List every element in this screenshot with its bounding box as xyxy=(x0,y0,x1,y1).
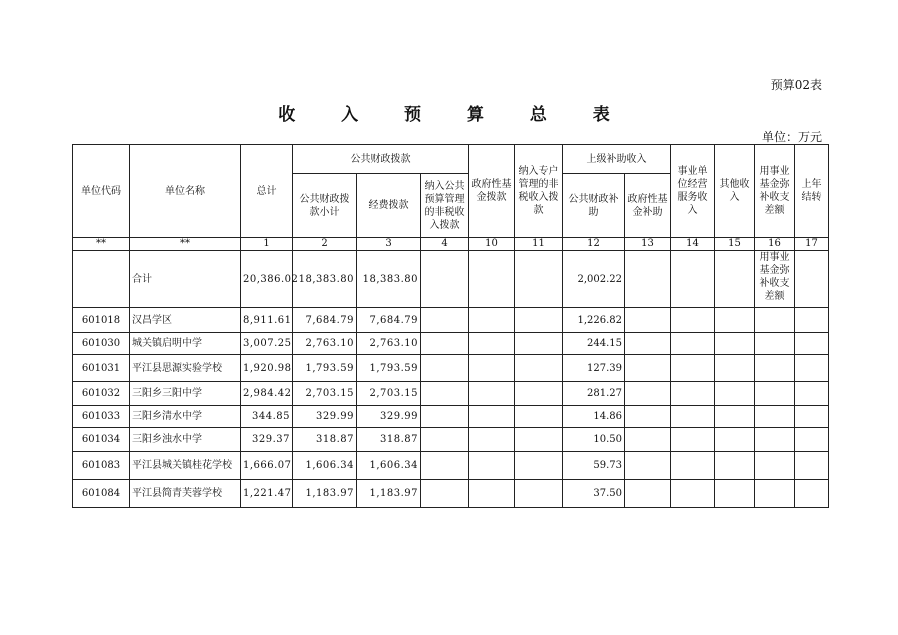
row-name: 三阳乡清水中学 xyxy=(130,406,241,428)
page-title: 收 入 预 算 总 表 xyxy=(278,105,630,125)
total-label: 合计 xyxy=(130,251,241,308)
row-empty-cell xyxy=(671,428,715,452)
row-empty-cell xyxy=(671,382,715,406)
row-empty-cell xyxy=(755,333,795,355)
row-name: 三阳乡浊水中学 xyxy=(130,428,241,452)
row-superior: 1,226.82 xyxy=(563,308,625,333)
row-subtotal: 318.87 xyxy=(293,428,357,452)
row-subtotal: 7,684.79 xyxy=(293,308,357,333)
row-code: 601083 xyxy=(73,452,130,480)
row-empty-cell xyxy=(421,452,469,480)
total-subtotal: 18,383.80 xyxy=(293,251,357,308)
row-empty-cell xyxy=(625,355,671,382)
row-total: 1,666.07 xyxy=(241,452,293,480)
header-unit-name: 单位名称 xyxy=(130,145,241,238)
total-total: 20,386.02 xyxy=(241,251,293,308)
row-empty-cell xyxy=(515,428,563,452)
row-empty-cell xyxy=(515,355,563,382)
index-cell: 13 xyxy=(625,238,671,251)
row-empty-cell xyxy=(755,308,795,333)
row-empty-cell xyxy=(515,308,563,333)
index-cell: ** xyxy=(130,238,241,251)
row-subtotal: 1,183.97 xyxy=(293,480,357,508)
header-other-income: 其他收入 xyxy=(715,145,755,238)
row-empty-cell xyxy=(715,355,755,382)
row-empty-cell xyxy=(795,480,829,508)
row-empty-cell xyxy=(625,382,671,406)
row-subtotal: 1,606.34 xyxy=(293,452,357,480)
row-empty-cell xyxy=(671,355,715,382)
header-gov-fund: 政府性基金拨款 xyxy=(469,145,515,238)
total-funding: 18,383.80 xyxy=(357,251,421,308)
row-empty-cell xyxy=(421,480,469,508)
row-code: 601030 xyxy=(73,333,130,355)
table-row xyxy=(73,406,829,428)
row-empty-cell xyxy=(715,308,755,333)
index-cell: 4 xyxy=(421,238,469,251)
row-empty-cell xyxy=(469,406,515,428)
header-public-finance-group: 公共财政拨款 xyxy=(293,145,469,174)
header-superior-subsidy-group: 上级补助收入 xyxy=(563,145,671,174)
row-empty-cell xyxy=(795,452,829,480)
row-empty-cell xyxy=(515,406,563,428)
row-total: 329.37 xyxy=(241,428,293,452)
row-empty-cell xyxy=(469,355,515,382)
table-row xyxy=(73,480,829,508)
row-empty-cell xyxy=(469,308,515,333)
row-empty-cell xyxy=(795,308,829,333)
index-cell: 3 xyxy=(357,238,421,251)
row-code: 601033 xyxy=(73,406,130,428)
row-subtotal: 2,763.10 xyxy=(293,333,357,355)
table-row xyxy=(73,355,829,382)
index-cell: 17 xyxy=(795,238,829,251)
row-empty-cell xyxy=(795,382,829,406)
header-special-account-nontax: 纳入专户管理的非税收入拨款 xyxy=(515,145,563,238)
row-empty-cell xyxy=(755,480,795,508)
row-empty-cell xyxy=(625,406,671,428)
table-row xyxy=(73,333,829,355)
row-funding: 7,684.79 xyxy=(357,308,421,333)
header-business-income: 事业单位经营服务收入 xyxy=(671,145,715,238)
row-funding: 1,793.59 xyxy=(357,355,421,382)
index-cell: 11 xyxy=(515,238,563,251)
total-special-account xyxy=(515,251,563,308)
row-empty-cell xyxy=(715,480,755,508)
header-unit-code: 单位代码 xyxy=(73,145,130,238)
row-name: 平江县简青芙蓉学校 xyxy=(130,480,241,508)
header-superior-public-finance: 公共财政补助 xyxy=(563,174,625,238)
index-cell: 14 xyxy=(671,238,715,251)
row-name: 平江县城关镇桂花学校 xyxy=(130,452,241,480)
row-empty-cell xyxy=(755,452,795,480)
row-total: 2,984.42 xyxy=(241,382,293,406)
row-empty-cell xyxy=(795,406,829,428)
row-name: 三阳乡三阳中学 xyxy=(130,382,241,406)
row-total: 1,920.98 xyxy=(241,355,293,382)
header-reserve-fund: 用事业基金弥补收支差额 xyxy=(755,145,795,238)
row-empty-cell xyxy=(795,428,829,452)
row-superior: 127.39 xyxy=(563,355,625,382)
row-empty-cell xyxy=(515,480,563,508)
row-empty-cell xyxy=(469,428,515,452)
budget-table xyxy=(72,144,829,508)
row-superior: 14.86 xyxy=(563,406,625,428)
row-empty-cell xyxy=(625,308,671,333)
row-code: 601018 xyxy=(73,308,130,333)
index-cell: 10 xyxy=(469,238,515,251)
row-name: 汉昌学区 xyxy=(130,308,241,333)
row-empty-cell xyxy=(755,382,795,406)
total-other-income xyxy=(715,251,755,308)
row-empty-cell xyxy=(469,333,515,355)
row-superior: 281.27 xyxy=(563,382,625,406)
form-number: 预算02表 xyxy=(770,78,822,92)
row-empty-cell xyxy=(671,480,715,508)
row-empty-cell xyxy=(421,333,469,355)
row-empty-cell xyxy=(671,333,715,355)
row-funding: 2,763.10 xyxy=(357,333,421,355)
table-row xyxy=(73,428,829,452)
row-empty-cell xyxy=(625,333,671,355)
row-funding: 1,606.34 xyxy=(357,452,421,480)
row-empty-cell xyxy=(715,428,755,452)
row-empty-cell xyxy=(795,355,829,382)
index-row xyxy=(73,238,829,251)
index-cell: 16 xyxy=(755,238,795,251)
row-empty-cell xyxy=(795,333,829,355)
index-cell: 2 xyxy=(293,238,357,251)
row-code: 601084 xyxy=(73,480,130,508)
row-total: 8,911.61 xyxy=(241,308,293,333)
unit-label: 单位：万元 xyxy=(761,130,822,144)
header-total: 总计 xyxy=(241,145,293,238)
total-gov-fund xyxy=(469,251,515,308)
row-empty-cell xyxy=(671,406,715,428)
row-empty-cell xyxy=(421,355,469,382)
row-empty-cell xyxy=(515,452,563,480)
row-name: 平江县思源实验学校 xyxy=(130,355,241,382)
total-reserve-note: 用事业基金弥补收支差额 xyxy=(755,251,795,308)
row-empty-cell xyxy=(715,452,755,480)
row-empty-cell xyxy=(755,428,795,452)
row-empty-cell xyxy=(469,480,515,508)
row-empty-cell xyxy=(625,480,671,508)
row-subtotal: 1,793.59 xyxy=(293,355,357,382)
row-empty-cell xyxy=(715,382,755,406)
row-empty-cell xyxy=(625,428,671,452)
row-empty-cell xyxy=(421,406,469,428)
table-row xyxy=(73,452,829,480)
total-code-cell xyxy=(73,251,130,308)
total-business-income xyxy=(671,251,715,308)
index-cell: 1 xyxy=(241,238,293,251)
row-empty-cell xyxy=(671,308,715,333)
total-nontax xyxy=(421,251,469,308)
row-total: 344.85 xyxy=(241,406,293,428)
total-row xyxy=(73,251,829,308)
table-row xyxy=(73,382,829,406)
header-nontax-included: 纳入公共预算管理的非税收入拨款 xyxy=(421,174,469,238)
row-superior: 10.50 xyxy=(563,428,625,452)
total-superior-public-finance: 2,002.22 xyxy=(563,251,625,308)
row-empty-cell xyxy=(625,452,671,480)
row-superior: 59.73 xyxy=(563,452,625,480)
row-subtotal: 329.99 xyxy=(293,406,357,428)
header-funding: 经费拨款 xyxy=(357,174,421,238)
row-empty-cell xyxy=(469,452,515,480)
row-empty-cell xyxy=(715,406,755,428)
row-total: 3,007.25 xyxy=(241,333,293,355)
index-cell: 15 xyxy=(715,238,755,251)
row-code: 601034 xyxy=(73,428,130,452)
total-carryover xyxy=(795,251,829,308)
header-public-finance-subtotal: 公共财政拨款小计 xyxy=(293,174,357,238)
row-name: 城关镇启明中学 xyxy=(130,333,241,355)
row-empty-cell xyxy=(671,452,715,480)
header-superior-gov-fund: 政府性基金补助 xyxy=(625,174,671,238)
row-subtotal: 2,703.15 xyxy=(293,382,357,406)
row-empty-cell xyxy=(515,333,563,355)
row-empty-cell xyxy=(421,308,469,333)
index-cell: ** xyxy=(73,238,130,251)
row-empty-cell xyxy=(421,428,469,452)
row-empty-cell xyxy=(715,333,755,355)
row-empty-cell xyxy=(755,355,795,382)
row-code: 601031 xyxy=(73,355,130,382)
row-funding: 2,703.15 xyxy=(357,382,421,406)
index-cell: 12 xyxy=(563,238,625,251)
row-empty-cell xyxy=(469,382,515,406)
row-superior: 244.15 xyxy=(563,333,625,355)
row-empty-cell xyxy=(421,382,469,406)
row-funding: 318.87 xyxy=(357,428,421,452)
total-superior-gov-fund xyxy=(625,251,671,308)
table-row xyxy=(73,308,829,333)
row-funding: 329.99 xyxy=(357,406,421,428)
row-funding: 1,183.97 xyxy=(357,480,421,508)
row-code: 601032 xyxy=(73,382,130,406)
row-empty-cell xyxy=(515,382,563,406)
row-empty-cell xyxy=(755,406,795,428)
header-carryover: 上年结转 xyxy=(795,145,829,238)
row-superior: 37.50 xyxy=(563,480,625,508)
row-total: 1,221.47 xyxy=(241,480,293,508)
